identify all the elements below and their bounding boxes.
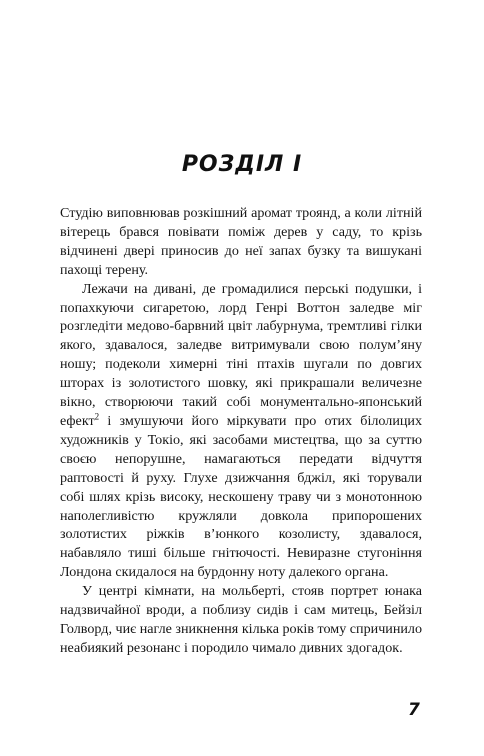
paragraph-2-text-after-note: і змушуючи його міркувати про отих білолицих художників у Токіо, які засобами мистецтва, що за суттю своєю непорушне, намагаються передати відчуття раптовості й руху. Глухе дзижчання бджіл, які торували собі шлях крізь високу, нескошену траву чи з монотонною наполегливістю кружляли довкола припорошених золотистих ріжків в’юнкого козолисту, здавалося, набавляло тиші більше гнітючості. Невиразне стугоніння Лондона скидалося на бурдонну ноту далекого органа. [60,412,422,581]
paragraph-2-text-before-note: Лежачи на дивані, де громадилися перські подушки, і попахкуючи сигаретою, лорд Генрі Воттон заледве міг розгледіти медово-барвний цвіт лабурнума, тремтливі гілки якого, здавалося, заледве витримували свою полум’яну ношу; подеколи химерні тіні птахів шугали по довгих шторах із золотистого шовку, які прикрашали величезне вікно, створюючи такий собі монументально-японський ефект [60,280,422,429]
footnote-mark[interactable]: 2 [94,411,100,422]
paragraph-1: Студію виповнював розкішний аромат троянд, а коли літній вітерець брався повівати поміж дерев у саду, то крізь відчинені двері приносив до неї запах бузку та вишукані пахощі терену. [60,205,422,278]
paragraph-3: У центрі кімнати, на мольберті, стояв портрет юнака надзвичайної вроди, а поблизу сидів і сам митець, Бейзіл Голворд, чиє нагле зникнення кілька років тому спричинило неабиякий резонанс і породило чимало дивних здогадок. [60,583,422,656]
paragraph-2 [60,280,422,583]
chapter-body [60,204,422,658]
chapter-title: РОЗДІЛ I [181,152,303,177]
page-number: 7 [408,700,420,720]
